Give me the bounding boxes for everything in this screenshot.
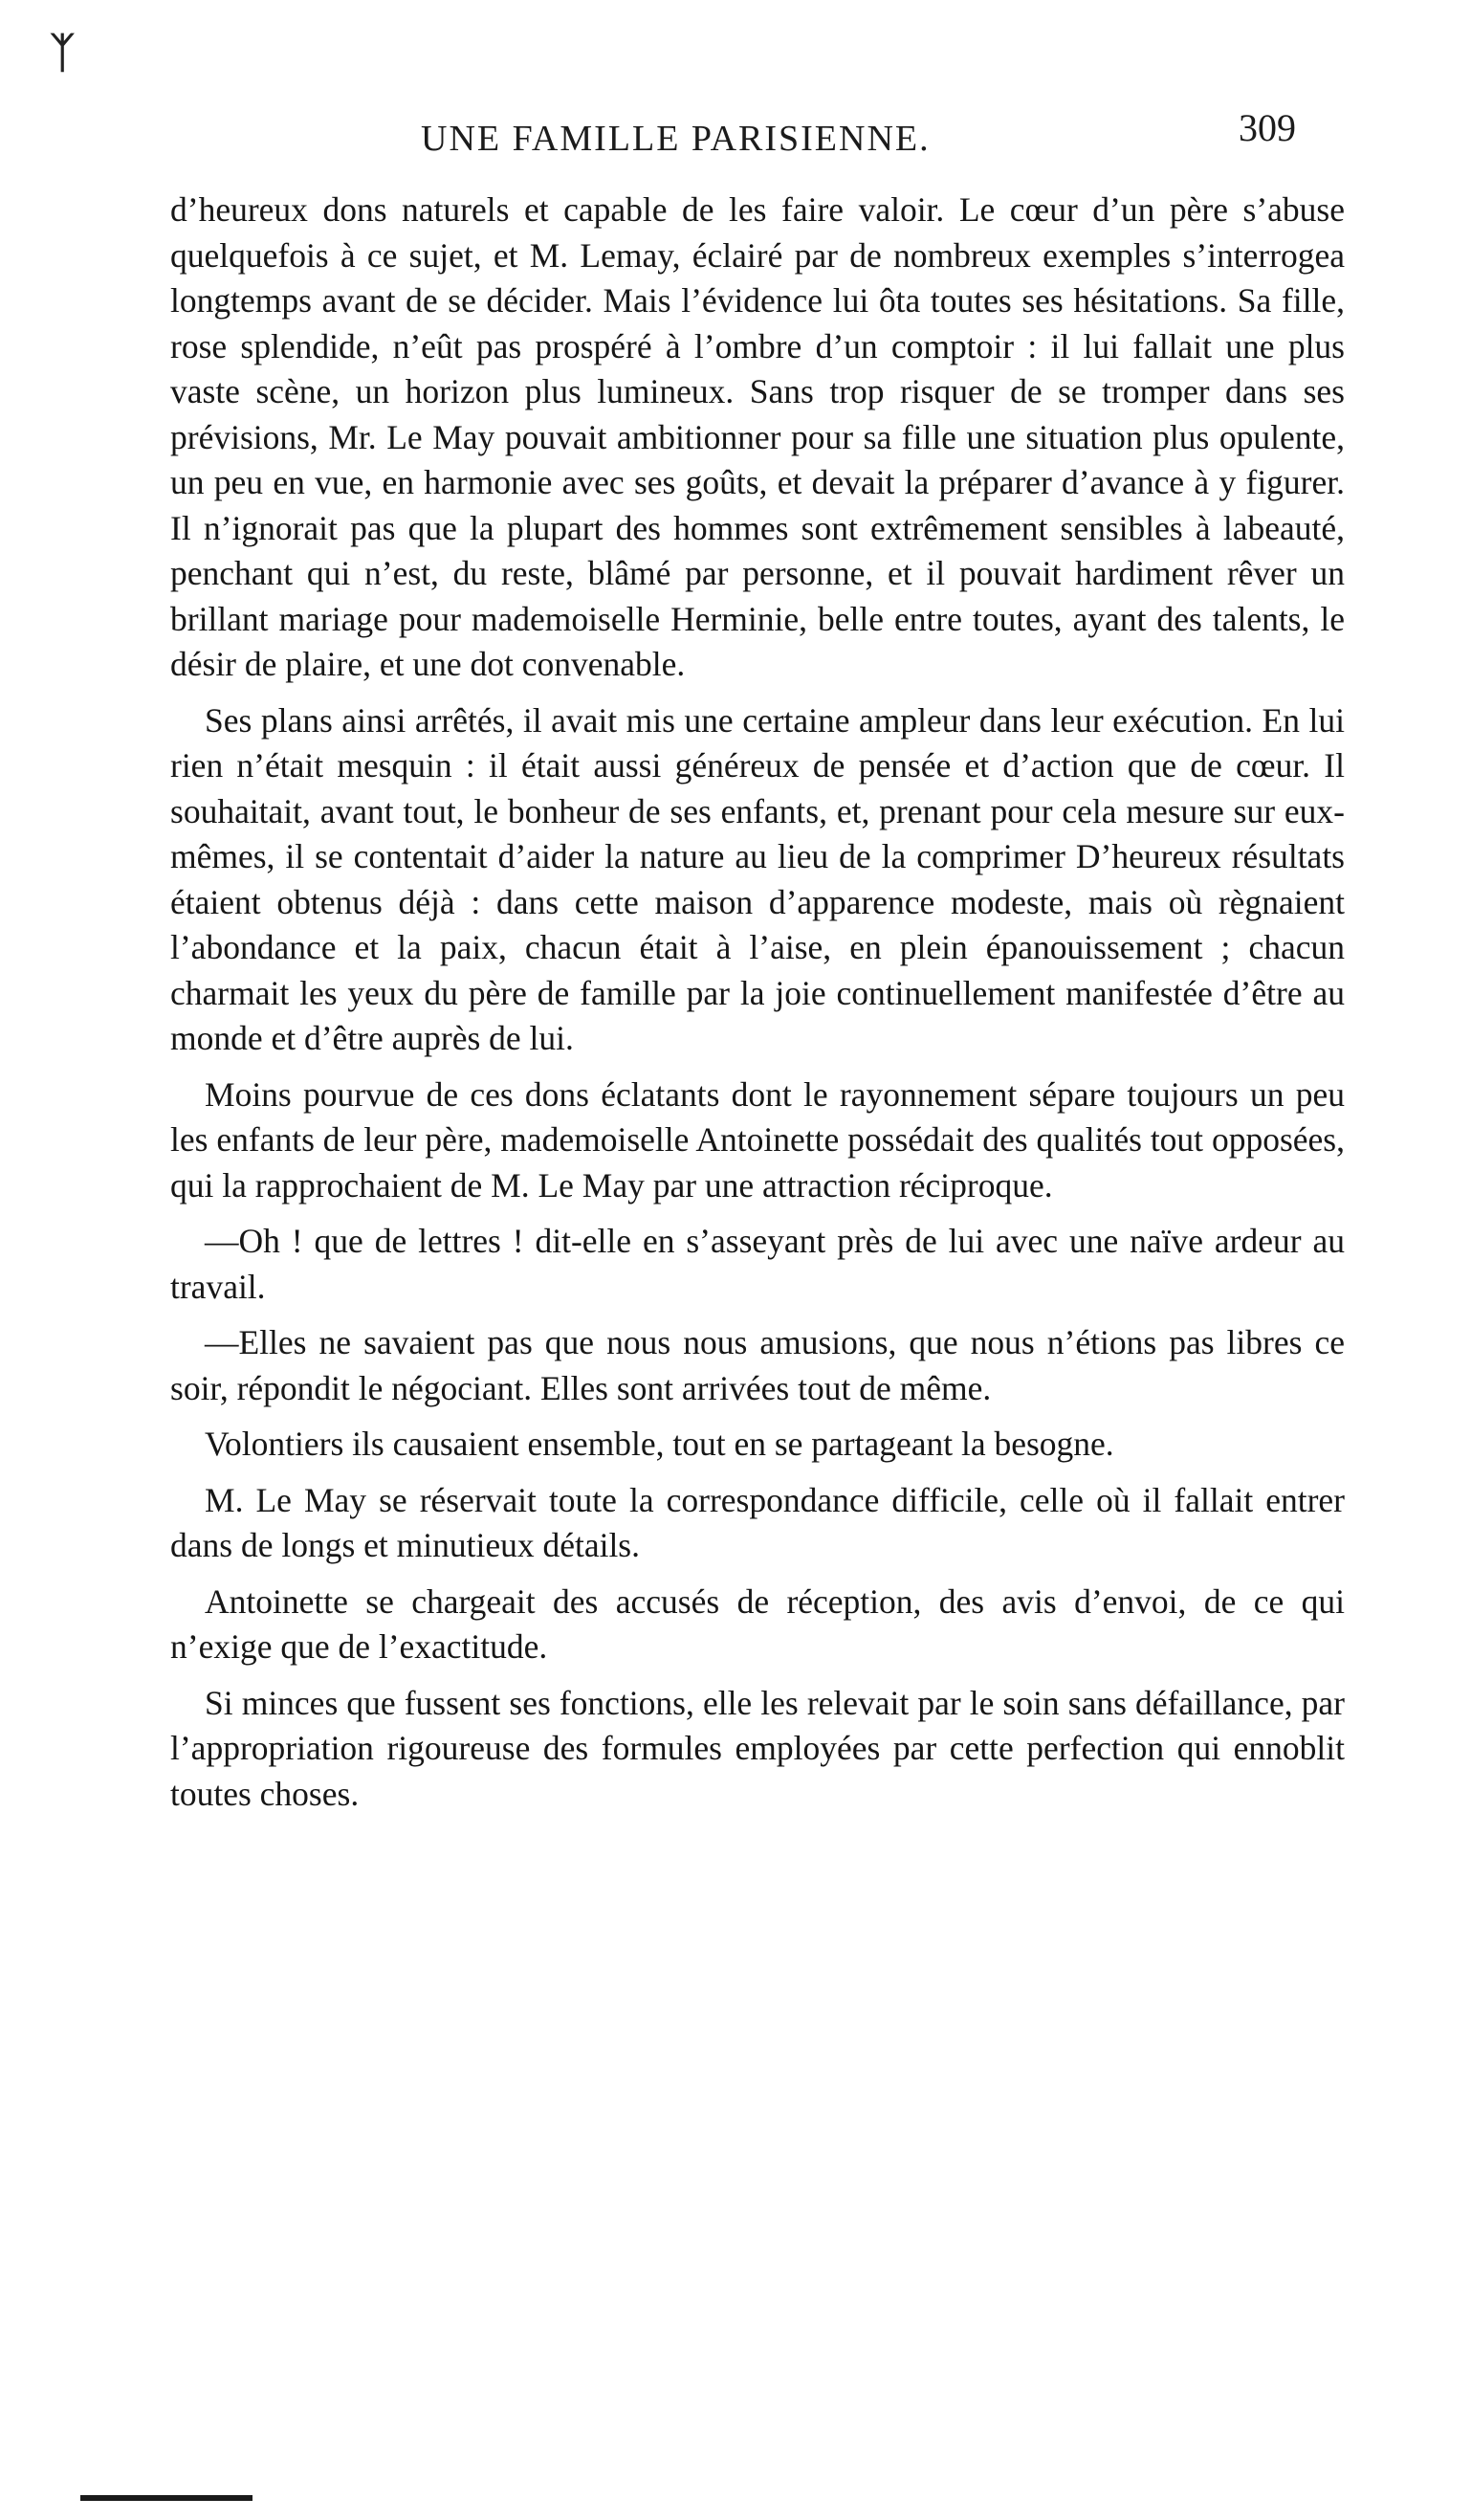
- paragraph-4-dialogue: —Oh ! que de lettres ! dit-elle en s’asseyant près de lui avec une naïve ardeur au travail.: [170, 1222, 1345, 1306]
- corner-ink-mark: ᛉ: [50, 30, 76, 77]
- paragraph-1: d’heureux dons naturels et capable de les faire valoir. Le cœur d’un père s’abuse quelquefois à ce sujet, et M. Lemay, éclairé par de nombreux exemples s’interrogea longtemps avant de se décider. Mais l’évidence lui ôta toutes ses hésitations. Sa fille, rose splendide, n’eût pas prospéré à l’ombre d’un comptoir : il lui fallait une plus vaste scène, un horizon plus lumineux. Sans trop risquer de se tromper dans ses prévisions, Mr. Le May pouvait ambitionner pour sa fille une situation plus opulente, un peu en vue, en harmonie avec ses goûts, et devait la préparer d’avance à y figurer. Il n’ignorait pas que la plupart des hommes sont extrêmement sensibles à labeauté, penchant qui n’est, du reste, blâmé par personne, et il pouvait hardiment rêver un brillant mariage pour mademoiselle Herminie, belle entre toutes, ayant des talents, le désir de plaire, et une dot convenable.: [170, 190, 1345, 683]
- paragraph-2: Ses plans ainsi arrêtés, il avait mis une certaine ampleur dans leur exécution. En lui rien n’était mesquin : il était aussi généreux de pensée et d’action que de cœur. Il souhaitait, avant tout, le bonheur de ses enfants, et, prenant pour cela mesure sur eux-mêmes, il se contentait d’aider la nature au lieu de la comprimer D’heureux résultats étaient obtenus déjà : dans cette maison d’apparence modeste, mais où règnaient l’abondance et la paix, chacun était à l’aise, en plein épanouissement ; chacun charmait les yeux du père de famille par la joie continuellement manifestée d’être au monde et d’être auprès de lui.: [170, 700, 1345, 1057]
- paragraph-5-dialogue: —Elles ne savaient pas que nous nous amusions, que nous n’étions pas libres ce soir, répondit le négociant. Elles sont arrivées tout de même.: [170, 1323, 1345, 1407]
- paragraph-7: M. Le May se réservait toute la correspondance difficile, celle où il fallait entrer dans de longs et minutieux détails.: [170, 1480, 1345, 1564]
- bottom-ink-rule: [80, 2495, 252, 2501]
- running-title: UNE FAMILLE PARISIENNE.: [421, 119, 931, 159]
- paragraph-6: Volontiers ils causaient ensemble, tout en se partageant la besogne.: [205, 1425, 1114, 1463]
- paragraph-8: Antoinette se chargeait des accusés de réception, des avis d’envoi, de ce qui n’exige que de l’exactitude.: [170, 1581, 1345, 1666]
- body-text: [170, 188, 1345, 1827]
- page-number: 309: [1239, 106, 1296, 149]
- paragraph-9: Si minces que fussent ses fonctions, elle les relevait par le soin sans défaillance, par l’appropriation rigoureuse des formules employées par cette perfection qui ennoblit toutes choses.: [170, 1683, 1345, 1813]
- paragraph-3: Moins pourvue de ces dons éclatants dont le rayonnement sépare toujours un peu les enfants de leur père, mademoiselle Antoinette possédait des qualités tout opposées, qui la rapprochaient de M. Le May par une attraction réciproque.: [170, 1074, 1345, 1205]
